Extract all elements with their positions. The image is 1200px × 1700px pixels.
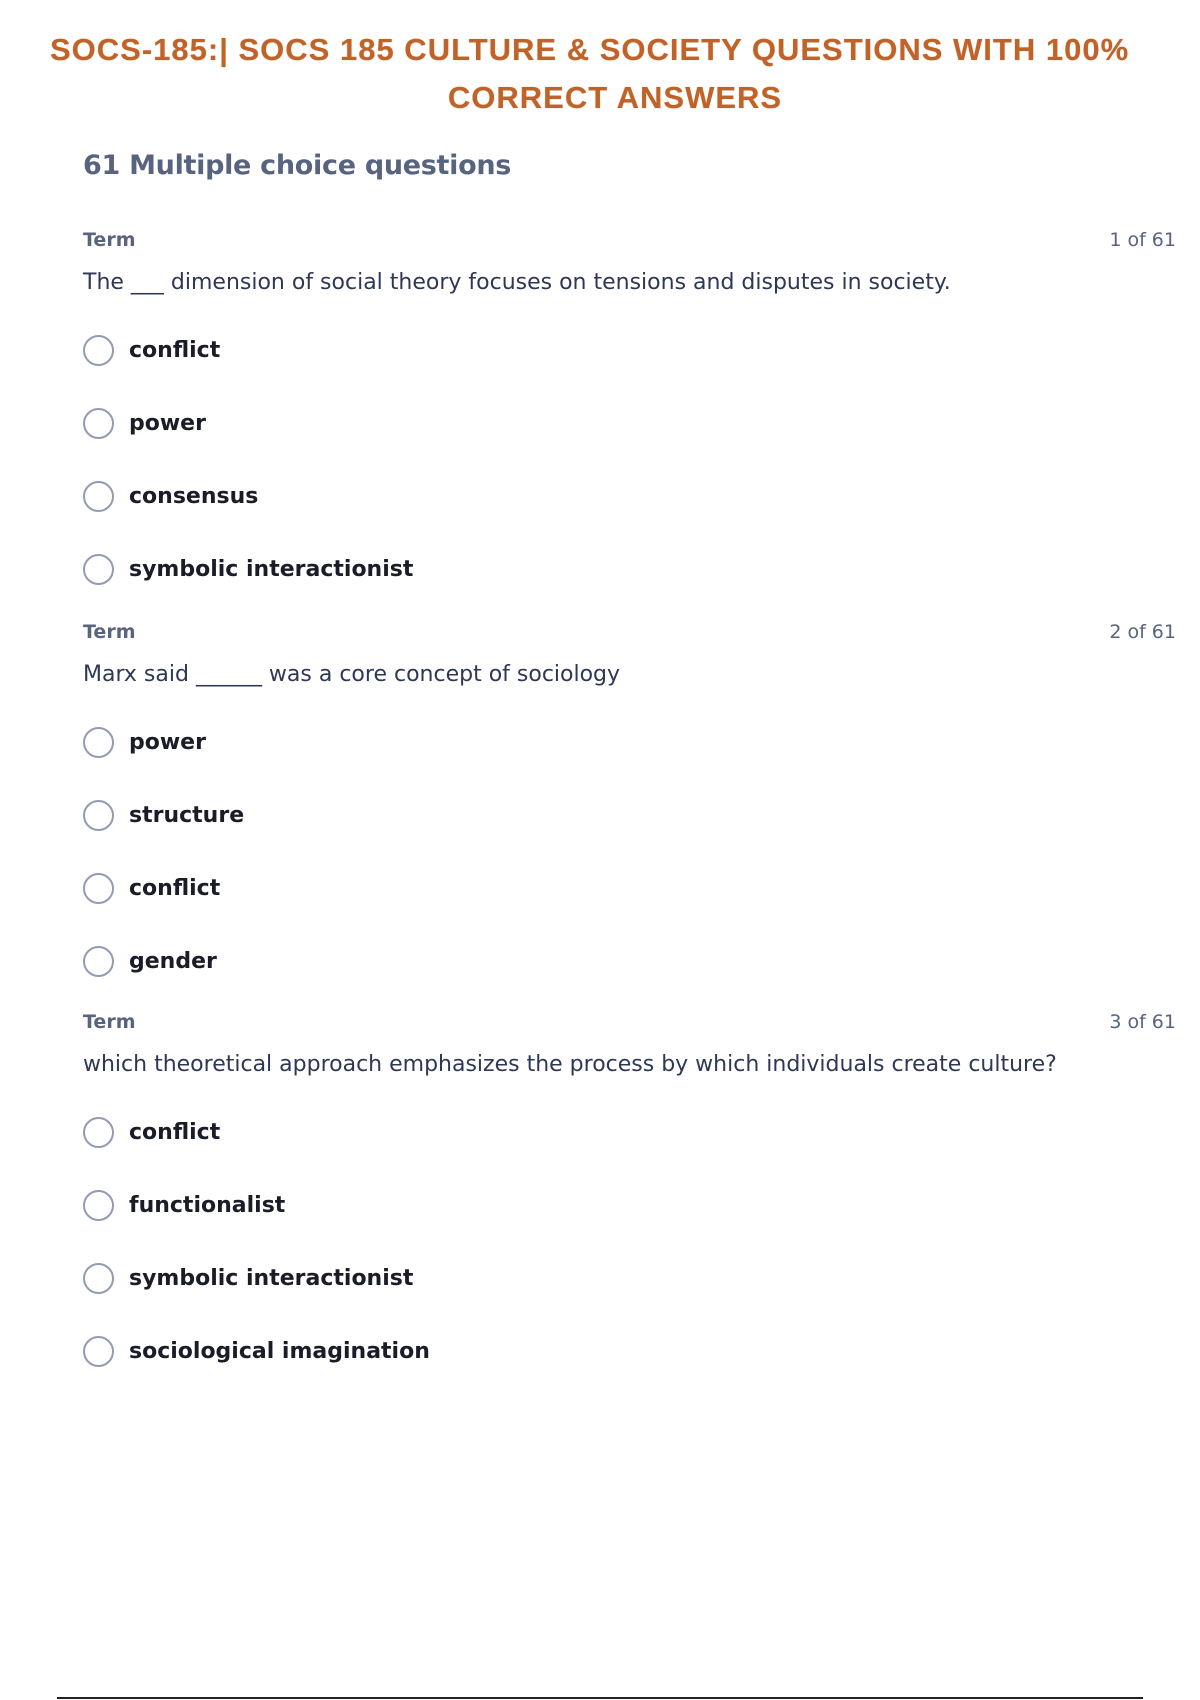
document-title-line-2: CORRECT ANSWERS <box>447 80 783 115</box>
answer-option-label: symbolic interactionist <box>129 1266 414 1291</box>
answer-option[interactable] <box>83 1242 1176 1315</box>
answer-option-label: power <box>129 411 206 436</box>
answer-options <box>83 314 1176 606</box>
question-card-2 <box>83 621 1176 998</box>
question-meta <box>83 229 1176 253</box>
question-prompt: The ___ dimension of social theory focuses on tensions and disputes in society. <box>83 270 951 295</box>
radio-circle-icon[interactable] <box>83 1336 114 1367</box>
radio-circle-icon[interactable] <box>83 481 114 512</box>
answer-option[interactable] <box>83 925 1176 998</box>
term-label: Term <box>83 229 136 251</box>
answer-option-label: symbolic interactionist <box>129 557 414 582</box>
radio-circle-icon[interactable] <box>83 1190 114 1221</box>
answer-option[interactable] <box>83 533 1176 606</box>
question-card-1 <box>83 229 1176 606</box>
question-card-3 <box>83 1011 1176 1388</box>
answer-option[interactable] <box>83 460 1176 533</box>
answer-option[interactable] <box>83 779 1176 852</box>
radio-circle-icon[interactable] <box>83 554 114 585</box>
radio-circle-icon[interactable] <box>83 800 114 831</box>
radio-circle-icon[interactable] <box>83 335 114 366</box>
question-prompt: Marx said ______ was a core concept of sociology <box>83 662 621 687</box>
answer-option-label: gender <box>129 949 217 974</box>
answer-option-label: structure <box>129 803 245 828</box>
answer-option-label: power <box>129 730 206 755</box>
question-counter: 2 of 61 <box>1109 621 1176 643</box>
answer-option-label: sociological imagination <box>129 1339 430 1364</box>
answer-options <box>83 1096 1176 1388</box>
answer-option[interactable] <box>83 1315 1176 1388</box>
radio-circle-icon[interactable] <box>83 1117 114 1148</box>
question-counter: 1 of 61 <box>1109 229 1176 251</box>
answer-option[interactable] <box>83 706 1176 779</box>
radio-circle-icon[interactable] <box>83 727 114 758</box>
radio-circle-icon[interactable] <box>83 1263 114 1294</box>
answer-options <box>83 706 1176 998</box>
term-label: Term <box>83 1011 136 1033</box>
answer-option[interactable] <box>83 314 1176 387</box>
answer-option-label: conflict <box>129 338 221 363</box>
radio-circle-icon[interactable] <box>83 408 114 439</box>
answer-option-label: conflict <box>129 876 221 901</box>
answer-option[interactable] <box>83 852 1176 925</box>
answer-option[interactable] <box>83 387 1176 460</box>
answer-option-label: conflict <box>129 1120 221 1145</box>
answer-option[interactable] <box>83 1096 1176 1169</box>
section-heading: 61 Multiple choice questions <box>83 150 512 181</box>
question-meta <box>83 1011 1176 1035</box>
question-meta <box>83 621 1176 645</box>
answer-option-label: consensus <box>129 484 259 509</box>
page-bottom-divider <box>57 1697 1143 1699</box>
answer-option-label: functionalist <box>129 1193 286 1218</box>
term-label: Term <box>83 621 136 643</box>
answer-option[interactable] <box>83 1169 1176 1242</box>
document-title-line-1: SOCS-185:| SOCS 185 CULTURE & SOCIETY QUESTIONS WITH 100% <box>50 32 1130 67</box>
radio-circle-icon[interactable] <box>83 946 114 977</box>
question-counter: 3 of 61 <box>1109 1011 1176 1033</box>
radio-circle-icon[interactable] <box>83 873 114 904</box>
document-title <box>50 26 1200 122</box>
question-prompt: which theoretical approach emphasizes the process by which individuals create culture? <box>83 1052 1057 1077</box>
